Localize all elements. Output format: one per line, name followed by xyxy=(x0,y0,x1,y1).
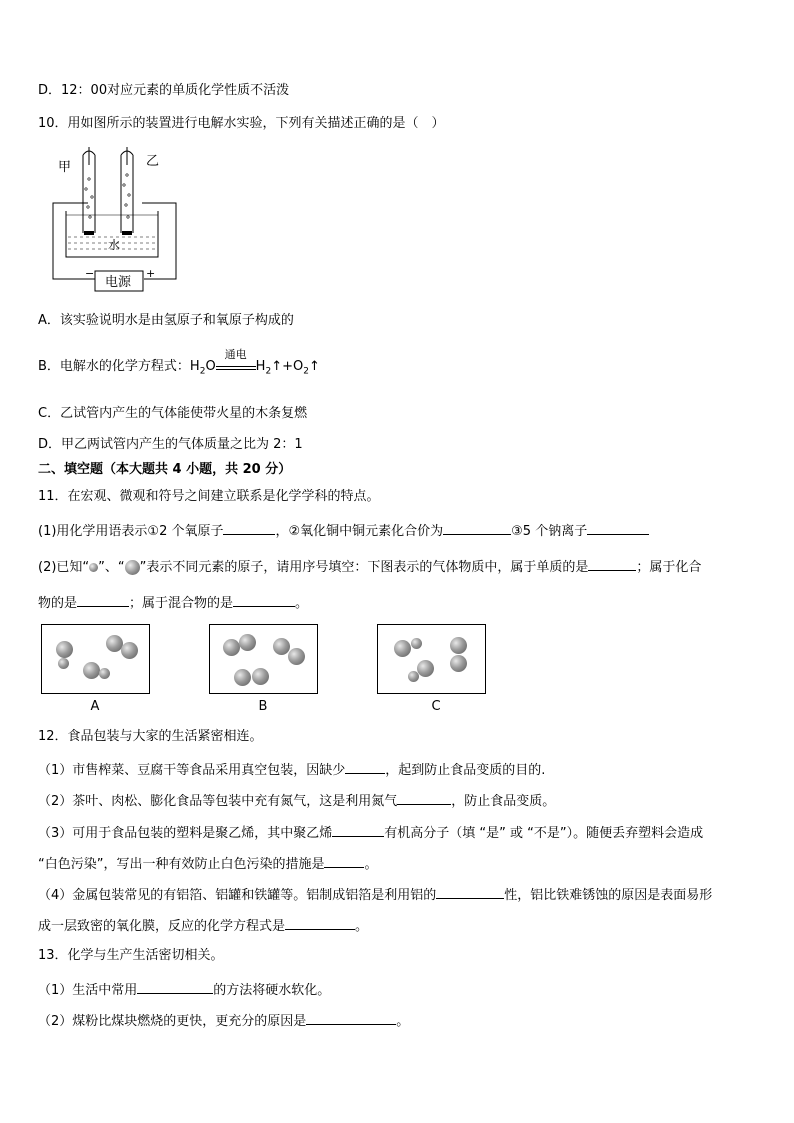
section-title: 二、填空题（本大题共 4 小题，共 20 分） xyxy=(38,462,292,477)
q10-stem: 10．用如图所示的装置进行电解水实验，下列有关描述正确的是（ ） xyxy=(38,116,445,131)
tube-label-yi: 乙 xyxy=(146,154,160,169)
atom xyxy=(273,638,290,655)
atom xyxy=(223,639,240,656)
water-label: 水 xyxy=(108,238,121,252)
atom xyxy=(83,662,100,679)
q11-part1: (1)用化学用语表示①2 个氧原子 ，②氧化铜中铜元素化合价为 ③5 个钠离子 xyxy=(38,520,649,541)
q12-sub4-line2: 成一层致密的氧化膜，反应的化学方程式是 。 xyxy=(38,915,368,936)
q11-part2-line1: (2)已知“ ”、“ ”表示不同元素的原子，请用序号填空：下图表示的气体物质中，属于单质的是 ；属于化合 xyxy=(38,556,701,577)
molecule-box-c xyxy=(377,624,486,694)
tube-label-jia: 甲 xyxy=(58,160,72,175)
label-a: A xyxy=(90,699,100,714)
blank-input[interactable] xyxy=(588,556,636,571)
blank-input[interactable] xyxy=(223,520,275,535)
electrolysis-condition: 通电 xyxy=(216,359,256,370)
atom xyxy=(58,658,69,669)
large-atom-icon xyxy=(125,560,140,575)
atom xyxy=(252,668,269,685)
molecule-box-a xyxy=(41,624,150,694)
atom xyxy=(411,638,422,649)
blank-input[interactable] xyxy=(436,884,504,899)
atom xyxy=(234,669,251,686)
atom xyxy=(417,660,434,677)
atom xyxy=(394,640,411,657)
blank-input[interactable] xyxy=(397,790,451,805)
q12-sub1: （1）市售榨菜、豆腐干等食品采用真空包装，因缺少 ，起到防止食品变质的目的. xyxy=(38,759,545,780)
q12-stem: 12．食品包装与大家的生活紧密相连。 xyxy=(38,729,263,744)
q12-sub3-line1: （3）可用于食品包装的塑料是聚乙烯，其中聚乙烯 有机高分子（填 “是” 或 “不是”）。随便丢弃塑料会造成 xyxy=(38,822,703,843)
atom xyxy=(99,668,110,679)
q10-option-d: D．甲乙两试管内产生的气体质量之比为 2：1 xyxy=(38,437,303,452)
atom xyxy=(288,648,305,665)
atom xyxy=(450,637,467,654)
q12-sub2: （2）茶叶、肉松、膨化食品等包装中充有氮气，这是利用氮气 ，防止食品变质。 xyxy=(38,790,555,811)
molecule-box-b xyxy=(209,624,318,694)
plus-sign: + xyxy=(146,267,156,280)
atom xyxy=(56,641,73,658)
power-label: 电源 xyxy=(105,275,132,290)
blank-input[interactable] xyxy=(285,915,355,930)
atom xyxy=(408,671,419,682)
q10-option-b: B．电解水的化学方程式：$H_2O$ 通电 $H_2↑+O_2↑$ xyxy=(38,348,320,377)
blank-input[interactable] xyxy=(324,853,364,868)
blank-input[interactable] xyxy=(137,979,213,994)
blank-input[interactable] xyxy=(345,759,385,774)
minus-sign: − xyxy=(85,267,95,280)
q10-option-a: A．该实验说明水是由氢原子和氧原子构成的 xyxy=(38,313,294,328)
blank-input[interactable] xyxy=(233,592,295,607)
blank-input[interactable] xyxy=(332,822,384,837)
q11-stem: 11．在宏观、微观和符号之间建立联系是化学学科的特点。 xyxy=(38,489,380,504)
q13-stem: 13．化学与生产生活密切相关。 xyxy=(38,948,224,963)
atom xyxy=(121,642,138,659)
blank-input[interactable] xyxy=(77,592,129,607)
small-atom-icon xyxy=(89,563,98,572)
label-b: B xyxy=(258,699,268,714)
atom xyxy=(239,634,256,651)
atom xyxy=(450,655,467,672)
blank-input[interactable] xyxy=(306,1010,396,1025)
electrolysis-figure xyxy=(50,145,190,295)
label-c: C xyxy=(431,699,441,714)
blank-input[interactable] xyxy=(443,520,511,535)
q9-option-d: D．12：00对应元素的单质化学性质不活泼 xyxy=(38,83,290,98)
blank-input[interactable] xyxy=(587,520,649,535)
q12-sub3-line2: “白色污染”，写出一种有效防止白色污染的措施是 。 xyxy=(38,853,378,874)
q11-part2-line2: 物的是 ；属于混合物的是 。 xyxy=(38,592,308,613)
q13-sub1: （1）生活中常用 的方法将硬水软化。 xyxy=(38,979,330,1000)
q12-sub4-line1: （4）金属包装常见的有铝箔、铝罐和铁罐等。铝制成铝箔是利用铝的 性，铝比铁难锈蚀的原因是表面易形 xyxy=(38,884,712,905)
q13-sub2: （2）煤粉比煤块燃烧的更快，更充分的原因是 。 xyxy=(38,1010,409,1031)
q10-option-c: C．乙试管内产生的气体能使带火星的木条复燃 xyxy=(38,406,308,421)
